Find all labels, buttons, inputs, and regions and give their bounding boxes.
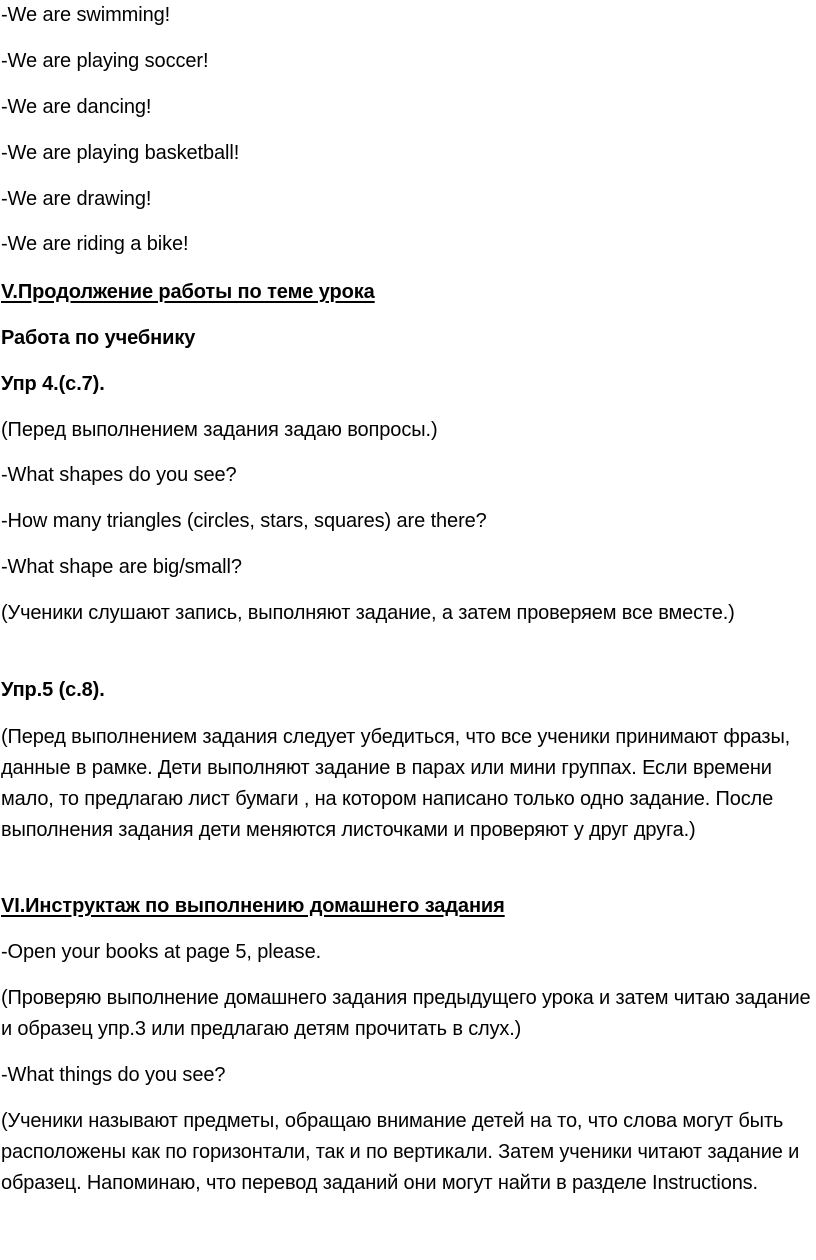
- question-line: -What shapes do you see?: [1, 464, 237, 486]
- section-heading: VI.Инструктаж по выполнению домашнего задания: [1, 895, 505, 917]
- question-line: -How many triangles (circles, stars, squares) are there?: [1, 510, 487, 532]
- text-line: -We are playing soccer!: [1, 50, 209, 72]
- text-line: -We are drawing!: [1, 188, 152, 210]
- text-line: -We are riding a bike!: [1, 233, 189, 255]
- text-line: -We are playing basketball!: [1, 142, 240, 164]
- subheading: Работа по учебнику: [1, 327, 196, 349]
- exercise-title: Упр.5 (с.8).: [1, 679, 105, 701]
- question-line: -What shape are big/small?: [1, 556, 242, 578]
- section-heading: V.Продолжение работы по теме урока: [1, 281, 375, 303]
- paragraph: (Перед выполнением задания следует убедиться, что все ученики принимают фразы, данные в рамке. Дети выполняют задание в парах или мини группах. Если времени мало, то предлагаю лист бумаги , на котором написано только одно задание. После выполнения задания дети меняются листочками и проверяют у друг друга.): [1, 726, 791, 841]
- text-line: -Open your books at page 5, please.: [1, 941, 322, 963]
- question-line: -What things do you see?: [1, 1064, 226, 1086]
- paragraph: (Проверяю выполнение домашнего задания предыдущего урока и затем читаю задание и образец упр.3 или предлагаю детям прочитать в слух.): [1, 987, 811, 1040]
- exercise-title: Упр 4.(с.7).: [1, 373, 105, 395]
- paragraph: (Ученики слушают запись, выполняют задание, а затем проверяем все вместе.): [1, 602, 735, 624]
- text-line: -We are swimming!: [1, 4, 171, 26]
- paragraph: (Ученики называют предметы, обращаю внимание детей на то, что слова могут быть расположены как по горизонтали, так и по вертикали. Затем ученики читают задание и образец. Напоминаю, что перевод заданий они могут найти в разделе Instructions.: [1, 1110, 800, 1194]
- text-line: -We are dancing!: [1, 96, 152, 118]
- text-line: (Перед выполнением задания задаю вопросы.): [1, 419, 438, 441]
